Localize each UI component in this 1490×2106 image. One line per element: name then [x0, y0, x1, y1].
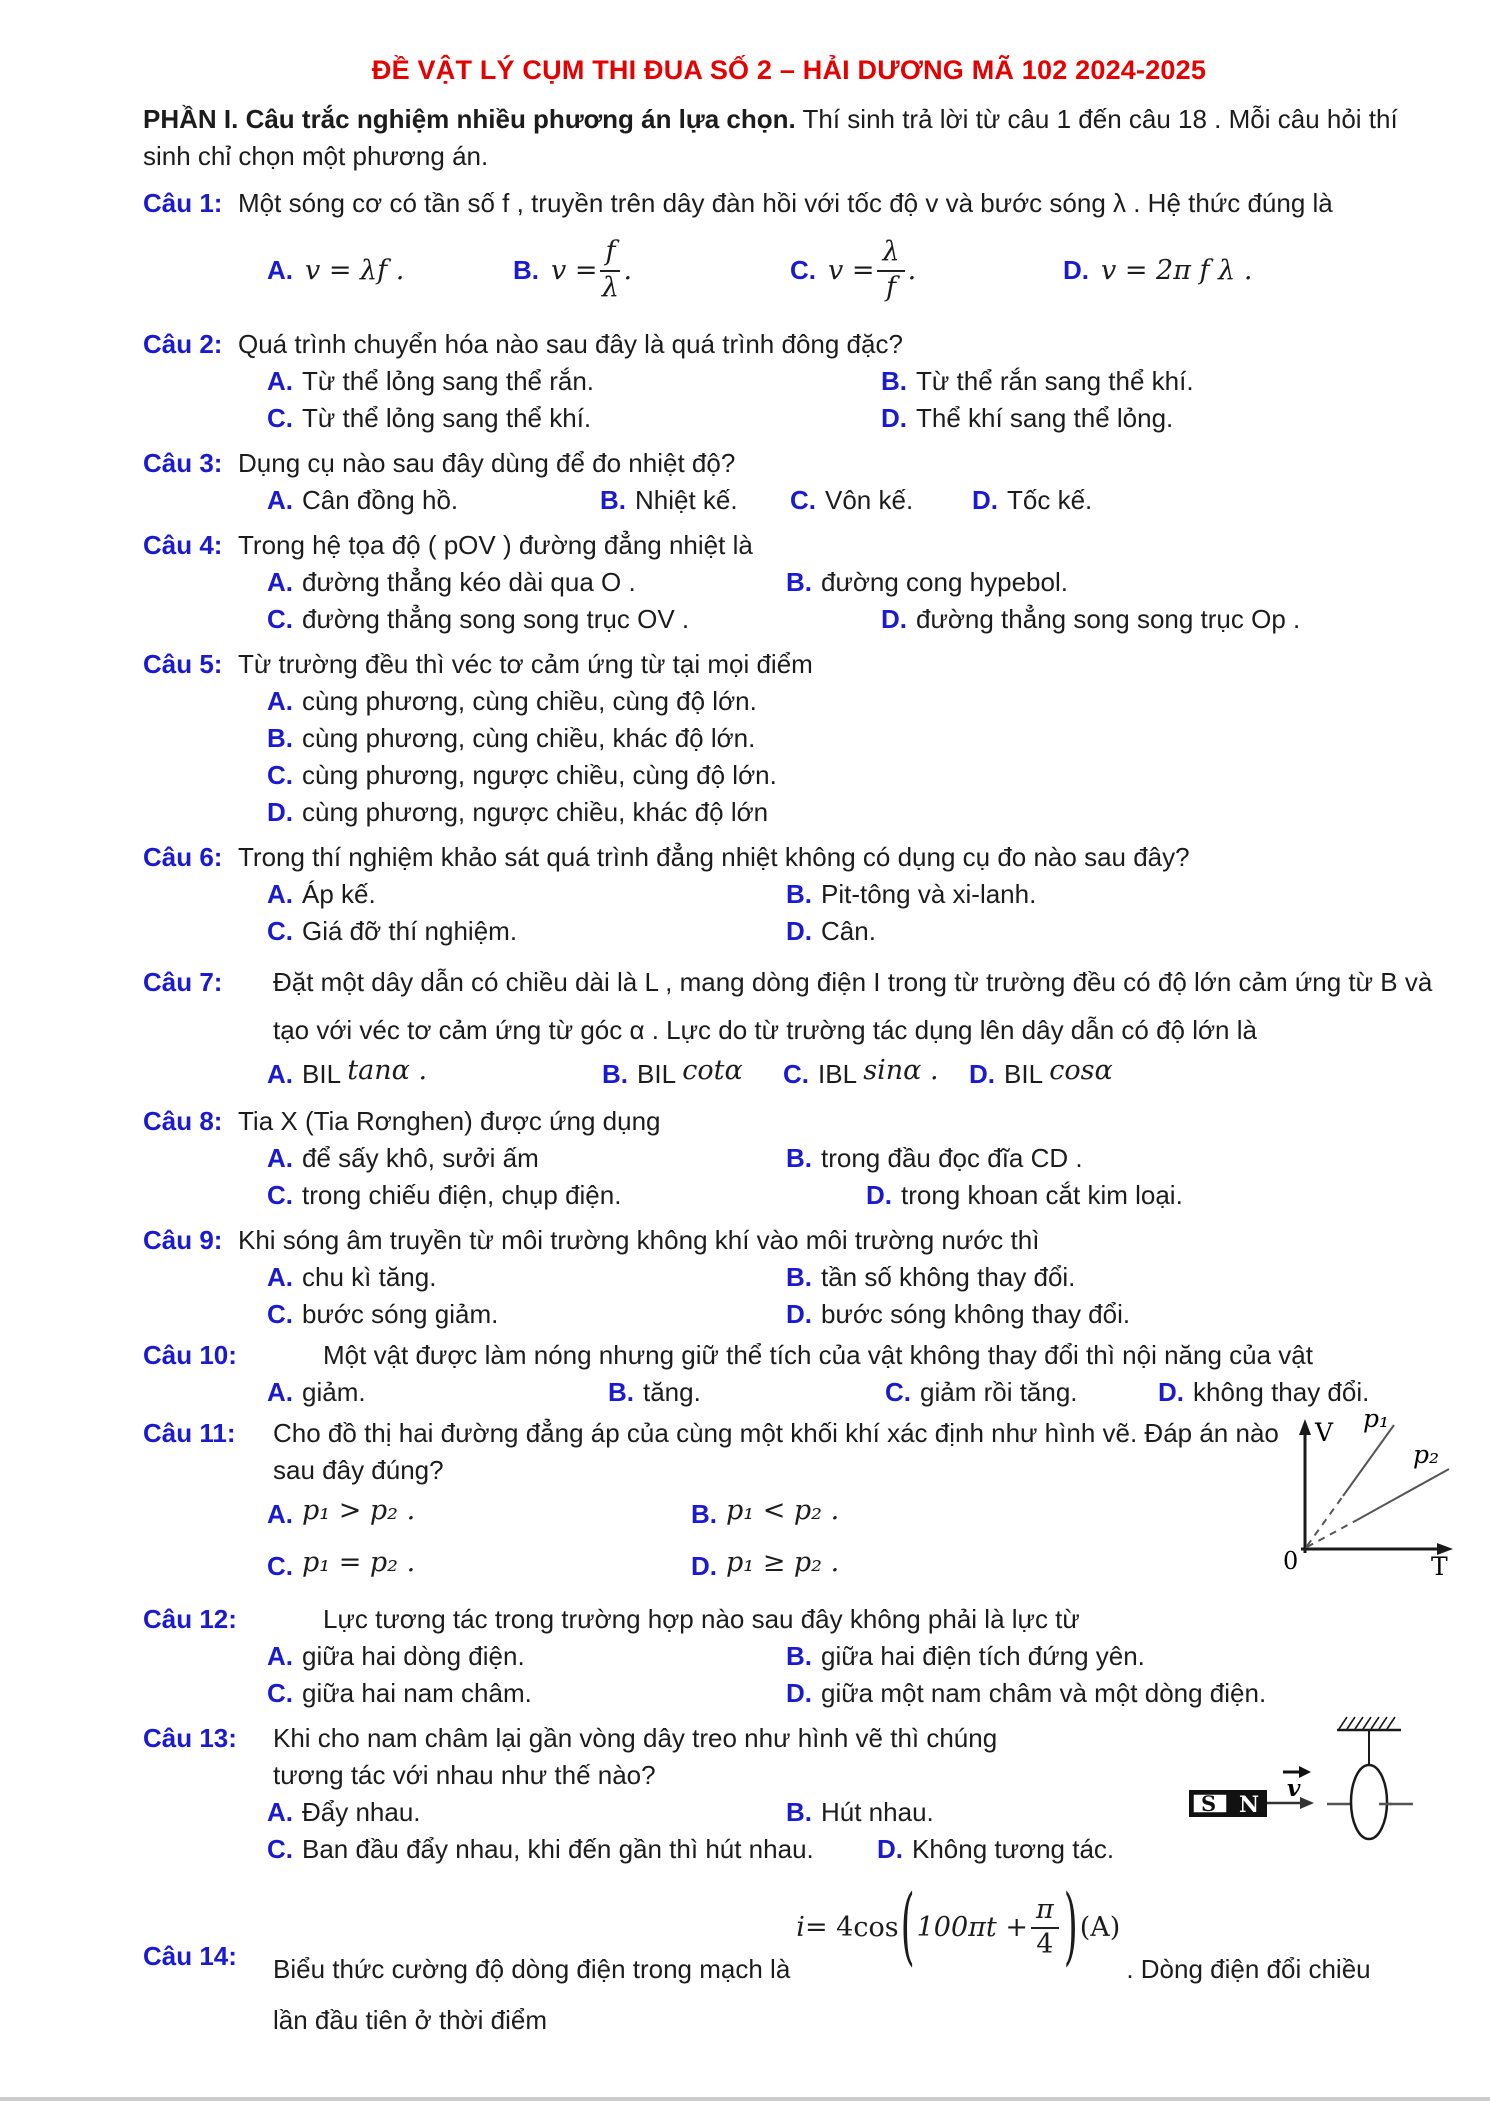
option-a — [267, 564, 786, 601]
option-b — [602, 1054, 783, 1095]
option-text: trong chiếu điện, chụp điện. — [302, 1180, 622, 1210]
fraction — [600, 238, 620, 302]
option-text: cùng phương, ngược chiều, khác độ lớn — [302, 797, 769, 827]
option-letter: D. — [691, 1551, 717, 1581]
t-axis-label: T — [1431, 1552, 1448, 1578]
question-2 — [143, 326, 1435, 437]
question-label: Câu 14: — [143, 1941, 237, 1971]
option-text: BIL — [1004, 1059, 1043, 1089]
option-text: Vôn kế. — [825, 485, 914, 515]
p2-line-dashed — [1307, 1520, 1357, 1547]
option-letter: B. — [786, 1262, 812, 1292]
open-paren: ( — [900, 1879, 915, 1977]
question-9 — [143, 1222, 1435, 1333]
option-a — [267, 1054, 602, 1095]
fraction-numerator: λ — [877, 238, 904, 271]
option-letter: A. — [267, 366, 293, 396]
option-formula-pre: v = — [551, 254, 598, 286]
question-5 — [143, 646, 1435, 831]
options — [143, 1140, 1435, 1214]
fraction — [877, 238, 904, 302]
option-text: Áp kế. — [302, 879, 376, 909]
fraction-denominator: λ — [601, 271, 620, 303]
option-text: giữa một nam châm và một dòng điện. — [821, 1678, 1267, 1708]
option-letter: B. — [786, 879, 812, 909]
option-letter: A. — [267, 1377, 293, 1407]
option-d — [866, 1177, 1435, 1214]
option-formula-pre: v = — [828, 254, 875, 286]
options — [143, 482, 1435, 519]
option-text: trong khoan cắt kim loại. — [901, 1180, 1183, 1210]
formula-unit: (A) — [1079, 1912, 1121, 1944]
option-letter: A. — [267, 567, 293, 597]
option-text: Cân đồng hồ. — [302, 485, 459, 515]
option-text: Nhiệt kế. — [635, 485, 738, 515]
question-8 — [143, 1103, 1435, 1214]
option-letter: C. — [267, 1551, 293, 1581]
question-text: Đặt một dây dẫn có chiều dài là L , mang dòng điện I trong từ trường đều có độ lớn cảm ứng từ B và tạo với véc tơ cảm ứng từ góc α . Lực do từ trường tác dụng lên dây dẫn có độ lớn là — [273, 967, 1433, 1045]
question-11 — [143, 1404, 1448, 1593]
option-letter: D. — [786, 916, 812, 946]
option-letter: D. — [877, 1834, 903, 1864]
option-c — [267, 1296, 786, 1333]
option-text: cùng phương, ngược chiều, cùng độ lớn. — [302, 760, 777, 790]
option-letter: B. — [267, 723, 293, 753]
option-text: đường thẳng song song trục Op . — [916, 604, 1301, 634]
option-letter: D. — [881, 604, 907, 634]
option-a — [267, 1638, 786, 1675]
option-text: Cân. — [821, 916, 876, 946]
option-letter: B. — [786, 1143, 812, 1173]
option-letter: C. — [885, 1377, 911, 1407]
option-text: bước sóng không thay đổi. — [821, 1299, 1131, 1329]
option-text: tăng. — [643, 1377, 701, 1407]
option-text: Không tương tác. — [912, 1834, 1115, 1864]
close-paren: ) — [1063, 1879, 1078, 1977]
option-text: Ban đầu đẩy nhau, khi đến gần thì hút nhau. — [302, 1834, 814, 1864]
option-letter: C. — [790, 485, 816, 515]
option-letter: A. — [267, 1797, 293, 1827]
option-text: Từ thể lỏng sang thể khí. — [302, 403, 592, 433]
option-b — [786, 1259, 1435, 1296]
options — [143, 1374, 1435, 1411]
option-text: Từ thể lỏng sang thể rắn. — [302, 366, 595, 396]
fraction — [1031, 1896, 1059, 1960]
options-row — [143, 222, 1435, 318]
option-letter: C. — [267, 1180, 293, 1210]
option-letter: B. — [881, 366, 907, 396]
fraction-numerator: π — [1031, 1896, 1059, 1929]
option-letter: B. — [786, 567, 812, 597]
ceiling-hatch — [1339, 1717, 1395, 1729]
option-text: BIL — [302, 1059, 341, 1089]
coil-ring — [1351, 1765, 1387, 1839]
option-text: cùng phương, cùng chiều, khác độ lớn. — [302, 723, 756, 753]
option-letter: C. — [783, 1059, 809, 1089]
magnet-south-label: S — [1201, 1791, 1217, 1816]
question-label: Câu 5: — [143, 649, 223, 679]
option-a — [267, 683, 1435, 720]
option-letter: A. — [267, 1262, 293, 1292]
question-text-after: . Dòng điện đổi chiều — [1126, 1954, 1371, 1985]
option-letter: A. — [267, 1641, 293, 1671]
velocity-label: v — [1287, 1775, 1301, 1802]
p2-label: p₂ — [1413, 1440, 1440, 1469]
question-label: Câu 13: — [143, 1723, 237, 1753]
option-text: giữa hai nam châm. — [302, 1678, 532, 1708]
formula-i: i — [796, 1912, 805, 1944]
options — [143, 1054, 1435, 1095]
question-text: Dụng cụ nào sau đây dùng để đo nhiệt độ? — [238, 448, 736, 478]
option-b — [786, 1140, 1435, 1177]
option-math: p₁ > p₂ . — [302, 1495, 416, 1526]
option-text: Pit-tông và xi-lanh. — [821, 879, 1037, 909]
question-label: Câu 12: — [143, 1604, 237, 1634]
option-letter: C. — [267, 1678, 293, 1708]
option-b — [881, 363, 1435, 400]
instruction-text: Thí sinh trả lời từ câu 1 đến câu 18 . Mỗi câu hỏi thí sinh chỉ chọn một phương án. — [143, 104, 1398, 171]
option-c — [783, 1054, 969, 1095]
question-7 — [143, 958, 1435, 1095]
option-d — [881, 601, 1435, 638]
question-text: Trong thí nghiệm khảo sát quá trình đẳng nhiệt không có dụng cụ đo nào sau đây? — [238, 842, 1190, 872]
options — [143, 564, 1435, 638]
option-letter: A. — [267, 879, 293, 909]
p2-line — [1357, 1469, 1449, 1520]
option-text: Thể khí sang thể lỏng. — [916, 403, 1174, 433]
option-math: cotα — [682, 1055, 743, 1086]
question-text: Từ trường đều thì véc tơ cảm ứng từ tại mọi điểm — [238, 649, 813, 679]
p1-line — [1343, 1425, 1394, 1496]
option-d — [786, 913, 1435, 950]
option-c — [267, 1177, 866, 1214]
option-letter: A. — [267, 1059, 293, 1089]
option-letter: D. — [267, 797, 293, 827]
option-formula-post: . — [623, 254, 633, 286]
p1-line-dashed — [1307, 1496, 1343, 1546]
option-a — [267, 363, 881, 400]
question-text: Một vật được làm nóng nhưng giữ thể tích của vật không thay đổi thì nội năng của vật — [323, 1340, 1313, 1370]
option-letter: D. — [1158, 1377, 1184, 1407]
option-c — [267, 1675, 786, 1712]
option-letter: D. — [866, 1180, 892, 1210]
option-a — [267, 252, 513, 289]
option-a — [267, 1496, 691, 1533]
option-d — [786, 1675, 1435, 1712]
option-text: Tốc kế. — [1007, 485, 1093, 515]
question-label: Câu 1: — [143, 188, 223, 218]
option-letter: B. — [786, 1641, 812, 1671]
question-text-line2: lần đầu tiên ở thời điểm — [273, 2004, 548, 2035]
option-a — [267, 876, 786, 913]
question-text: Tia X (Tia Rơnghen) được ứng dụng — [238, 1106, 661, 1136]
option-math: tanα . — [347, 1055, 428, 1086]
question-10 — [143, 1337, 1435, 1411]
options — [143, 1638, 1435, 1712]
option-text: giữa hai điện tích đứng yên. — [821, 1641, 1145, 1671]
question-label: Câu 4: — [143, 530, 223, 560]
option-letter: A. — [267, 1143, 293, 1173]
question-label: Câu 7: — [143, 967, 223, 997]
magnet-north-label: N — [1239, 1792, 1260, 1818]
option-c — [267, 1831, 877, 1868]
option-a — [267, 1374, 608, 1411]
option-letter: D. — [786, 1678, 812, 1708]
option-text: giảm rồi tăng. — [920, 1377, 1078, 1407]
option-math: cosα — [1049, 1055, 1113, 1086]
option-c — [790, 238, 1063, 302]
question-6 — [143, 839, 1435, 950]
option-b — [786, 564, 1435, 601]
question-3 — [143, 445, 1435, 519]
question-label: Câu 9: — [143, 1225, 223, 1255]
question-12 — [143, 1601, 1435, 1712]
question-label: Câu 11: — [143, 1418, 236, 1448]
option-letter: C. — [790, 254, 816, 285]
option-text: Từ thể rắn sang thể khí. — [916, 366, 1194, 396]
option-b — [267, 720, 1435, 757]
option-letter: B. — [786, 1797, 812, 1827]
option-letter: A. — [267, 254, 293, 285]
option-a — [267, 1140, 786, 1177]
option-text: BIL — [637, 1059, 676, 1089]
v-axis-label: V — [1315, 1418, 1334, 1447]
option-text: đường cong hypebol. — [821, 567, 1068, 597]
option-letter: B. — [608, 1377, 634, 1407]
option-a — [267, 482, 600, 519]
option-b — [608, 1374, 885, 1411]
option-b — [600, 482, 790, 519]
option-text: đường thẳng kéo dài qua O . — [302, 567, 636, 597]
option-formula-post: . — [907, 254, 917, 286]
option-text: trong đầu đọc đĩa CD . — [821, 1143, 1083, 1173]
magnet-coil-figure — [1187, 1714, 1427, 1879]
option-text: tần số không thay đổi. — [821, 1262, 1076, 1292]
option-letter: A. — [267, 485, 293, 515]
option-letter: C. — [267, 760, 293, 790]
option-b — [786, 876, 1435, 913]
option-letter: D. — [786, 1299, 812, 1329]
option-letter: D. — [969, 1059, 995, 1089]
option-b — [786, 1638, 1435, 1675]
option-text: Giá đỡ thí nghiệm. — [302, 916, 518, 946]
question-label: Câu 2: — [143, 329, 223, 359]
option-letter: B. — [691, 1499, 717, 1529]
option-letter: B. — [600, 485, 626, 515]
question-13 — [143, 1720, 1435, 1868]
question-text — [143, 1876, 1490, 2002]
option-a — [267, 1259, 786, 1296]
question-text: Một sóng cơ có tần số f , truyền trên dây đàn hồi với tốc độ v và bước sóng λ . Hệ thức đúng là — [238, 188, 1333, 218]
p1-label: p₁ — [1363, 1404, 1390, 1433]
option-letter: C. — [267, 1299, 293, 1329]
option-math: p₁ < p₂ . — [726, 1495, 840, 1526]
option-c — [790, 482, 972, 519]
question-text: Quá trình chuyển hóa nào sau đây là quá trình đông đặc? — [238, 329, 903, 359]
option-letter: C. — [267, 604, 293, 634]
option-letter: B. — [602, 1059, 628, 1089]
option-formula: v = 2π f λ . — [1101, 254, 1253, 286]
option-text: IBL — [818, 1059, 857, 1089]
option-a — [267, 1794, 786, 1831]
question-4 — [143, 527, 1435, 638]
question-text: Lực tương tác trong trường hợp nào sau đây không phải là lực từ — [323, 1604, 1080, 1634]
option-c — [267, 601, 881, 638]
section-heading: PHẦN I. Câu trắc nghiệm nhiều phương án lựa chọn. — [143, 104, 796, 134]
exam-instructions — [143, 101, 1435, 175]
option-c — [885, 1374, 1158, 1411]
options — [143, 683, 1435, 831]
options — [143, 876, 1435, 950]
option-c — [267, 913, 786, 950]
option-text: bước sóng giảm. — [302, 1299, 499, 1329]
fraction-denominator: 4 — [1036, 1929, 1054, 1961]
option-letter: C. — [267, 1834, 293, 1864]
page-title: ĐỀ VẬT LÝ CỤM THI ĐUA SỐ 2 – HẢI DƯƠNG MÃ 102 2024-2025 — [371, 55, 1207, 85]
option-letter: C. — [267, 916, 293, 946]
option-text: giữa hai dòng điện. — [302, 1641, 525, 1671]
option-d — [881, 400, 1435, 437]
option-math: p₁ = p₂ . — [302, 1547, 416, 1578]
option-text: đường thẳng song song trục OV . — [302, 604, 690, 634]
option-c — [267, 1548, 691, 1585]
question-14 — [143, 1876, 1435, 2039]
option-text: để sấy khô, sưởi ấm — [302, 1143, 539, 1173]
question-1 — [143, 185, 1435, 318]
option-formula: v = λf . — [305, 254, 405, 286]
question-text: Trong hệ tọa độ ( pOV ) đường đẳng nhiệt là — [238, 530, 753, 560]
option-letter: B. — [513, 254, 539, 285]
option-letter: D. — [972, 485, 998, 515]
option-letter: A. — [267, 686, 293, 716]
option-math: p₁ ≥ p₂ . — [726, 1547, 840, 1578]
page-bottom-divider — [0, 2097, 1490, 2101]
option-d — [1063, 252, 1252, 289]
question-text: Khi sóng âm truyền từ môi trường không khí vào môi trường nước thì — [238, 1225, 1040, 1255]
option-text: Đẩy nhau. — [302, 1797, 421, 1827]
question-text-before: Biểu thức cường độ dòng điện trong mạch là — [273, 1954, 791, 1985]
option-c — [267, 757, 1435, 794]
question-text: Cho đồ thị hai đường đẳng áp của cùng một khối khí xác định như hình vẽ. Đáp án nào sau đây đúng? — [273, 1418, 1279, 1485]
exam-page — [143, 52, 1448, 2047]
option-text: giảm. — [302, 1377, 366, 1407]
formula-argument: 100πt + — [916, 1912, 1028, 1944]
current-formula — [796, 1879, 1121, 1977]
option-text: Hút nhau. — [821, 1797, 934, 1827]
fraction-numerator: f — [600, 238, 620, 271]
option-d — [267, 794, 1435, 831]
option-d — [786, 1296, 1435, 1333]
option-text: không thay đổi. — [1193, 1377, 1370, 1407]
question-text: Khi cho nam châm lại gần vòng dây treo như hình vẽ thì chúng tương tác với nhau như thế nào? — [273, 1723, 998, 1790]
option-d — [969, 1054, 1435, 1095]
option-math: sinα . — [863, 1055, 939, 1086]
option-letter: A. — [267, 1499, 293, 1529]
option-b — [513, 238, 790, 302]
question-label: Câu 8: — [143, 1106, 223, 1136]
option-text: cùng phương, cùng chiều, cùng độ lớn. — [302, 686, 757, 716]
options — [143, 363, 1435, 437]
option-text: chu kì tăng. — [302, 1262, 437, 1292]
option-letter: D. — [881, 403, 907, 433]
option-d — [972, 482, 1435, 519]
option-c — [267, 400, 881, 437]
formula-eq: = 4cos — [804, 1912, 899, 1944]
options — [143, 1259, 1435, 1333]
option-letter: D. — [1063, 254, 1089, 285]
question-label: Câu 6: — [143, 842, 223, 872]
question-label: Câu 3: — [143, 448, 223, 478]
option-letter: C. — [267, 403, 293, 433]
origin-label: 0 — [1283, 1547, 1299, 1575]
fraction-denominator: f — [886, 271, 897, 303]
isobar-graph-figure — [1281, 1403, 1481, 1588]
options — [143, 1489, 1435, 1593]
question-label: Câu 10: — [143, 1340, 237, 1370]
